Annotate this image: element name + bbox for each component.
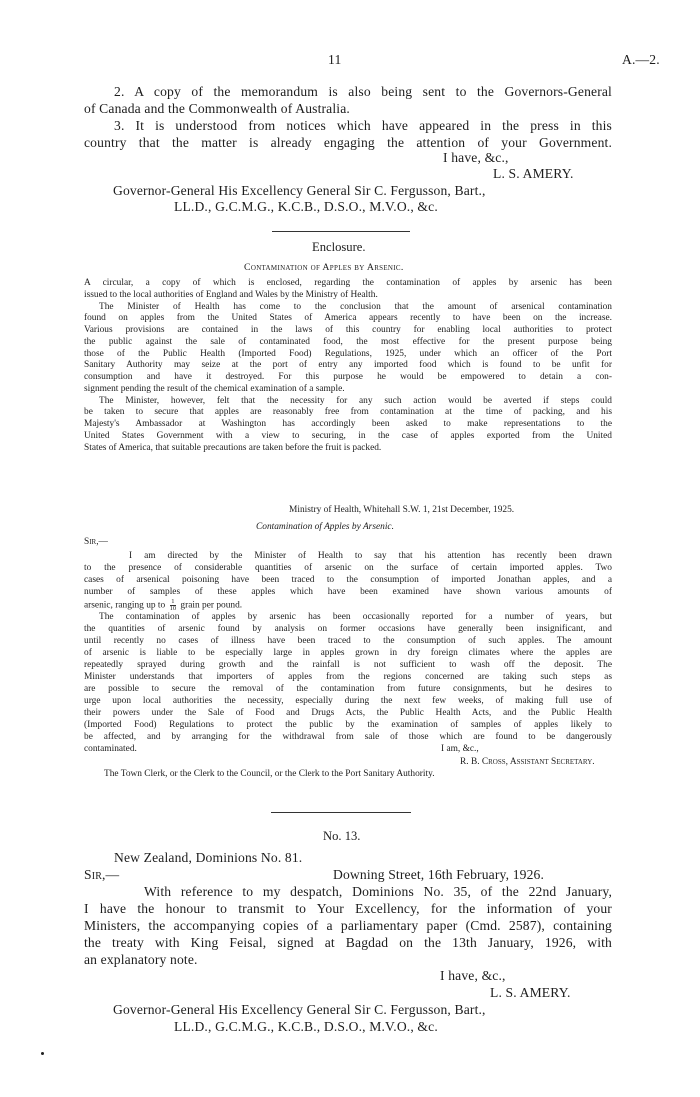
document-code: A.—2. [622,52,660,67]
circular-dateline: Ministry of Health, Whitehall S.W. 1, 21st December, 1925. [289,505,515,515]
circular-signature: R. B. Cross, Assistant Secretary. [460,757,595,767]
circular-line: contaminated. [84,744,137,754]
enclosure-line: Various provisions are contained in the laws of this country for enabling local authorities to protect [84,325,612,335]
despatch-line: the treaty with King Feisal, signed at Bagdad on the 13th January, 1926, with [84,935,612,950]
addressee: LL.D., G.C.M.G., K.C.B., D.S.O., M.V.O., &c. [174,199,438,214]
enclosure-line: United States Government with a view to securing, in the case of apples exported from the United [84,431,612,441]
circular-line [84,599,242,612]
circular-line: to the presence of considerable quantities of arsenic on the surface of certain imported apples. Two [84,563,612,573]
enclosure-line: States of America, that suitable precautions are taken before the fruit is packed. [84,443,382,453]
enclosure-line: found on apples from the United States of America appears recently to have been on the increase. [84,313,612,323]
top-letter-line: country that the matter is already engaging the attention of your Government. [84,135,612,150]
circular-line: their powers under the Sale of Food and Drugs Acts, the Public Health Acts, and the Public Health [84,708,612,718]
circular-addressee: The Town Clerk, or the Clerk to the Council, or the Clerk to the Port Sanitary Authority. [104,769,435,779]
circular-line-text: arsenic, ranging up to [84,600,166,611]
enclosure-line: Sanitary Authority may seize at the port of entry any imported food which is found to be unfit for [84,360,612,370]
enclosure-line: Majesty's Ambassador at Washington has accordingly been asked to make representations to the [84,419,612,429]
fraction-numerator: 1 [171,598,175,605]
circular-line: I am directed by the Minister of Health to say that his attention has recently been drawn [129,551,612,561]
addressee: LL.D., G.C.M.G., K.C.B., D.S.O., M.V.O., &c. [174,1019,438,1034]
enclosure-line: the public against the sale of contaminated food, the most effective for the present purpose being [84,337,612,347]
enclosure-title: Enclosure. [312,240,366,254]
circular-line: repeatedly sprayed during growth and the rainfall is not sufficient to wash off the deposit. The [84,660,612,670]
despatch-reference: New Zealand, Dominions No. 81. [114,850,303,865]
page-number: 11 [328,52,342,67]
enclosure-line: The Minister of Health has come to the conclusion that the amount of arsenical contamination [99,302,612,312]
circular-title: Contamination of Apples by Arsenic. [256,522,394,532]
circular-closing: I am, &c., [441,744,479,754]
enclosure-line: issued to the local authorities of England and Wales by the Ministry of Health. [84,290,378,300]
circular-line: The contamination of apples by arsenic has been occasionally reported for a number of years, but [99,612,612,622]
circular-line: number of samples of these apples which have been examined have shown various amounts of [84,587,612,597]
circular-salutation: Sir,— [84,537,108,547]
addressee: Governor-General His Excellency General Sir C. Fergusson, Bart., [113,183,486,198]
signature: L. S. AMERY. [493,166,574,181]
circular-line: Minister understands that importers of apples from the regions concerned are taking such steps as [84,672,612,682]
circular-line: of arsenic is liable to be especially large in apples grown in dry foreign climates where the apples are [84,648,612,658]
circular-line: (Imported Food) Regulations to protect the public by the examination of samples of apples likely to [84,720,612,730]
despatch-line: an explanatory note. [84,952,198,967]
closing: I have, &c., [443,150,509,165]
circular-line: be affected, and by arranging for the withdrawal from sale of those which are found to be dangerously [84,732,612,742]
enclosure-line: signment pending the result of the chemical examination of a sample. [84,384,345,394]
circular-line: are possible to secure the removal of the contamination from future consignments, but he desires to [84,684,612,694]
despatch-dateline: Downing Street, 16th February, 1926. [333,867,545,882]
top-letter-line: 2. A copy of the memorandum is also being sent to the Governors-General [114,84,612,99]
despatch-line: I have the honour to transmit to Your Excellency, for the information of your [84,901,612,916]
circular-line: urge upon local authorities the necessity, especially during the next few weeks, of making full use of [84,696,612,706]
signature: L. S. AMERY. [490,985,571,1000]
circular-line-text: grain per pound. [180,600,243,611]
despatch-heading: No. 13. [323,829,361,843]
enclosure-line: The Minister, however, felt that the necessity for any such action would be averted if steps could [99,396,612,406]
circular-line: until recently no cases of illness have been traced to the consumption of such apples. The amount [84,636,612,646]
circular-line: the quantities of arsenic found by analysis on former occasions have generally been insignificant, and [84,624,612,634]
circular-line: cases of arsenical poisoning have been traced to the consumption of imported Jonathan apples, and a [84,575,612,585]
enclosure-subtitle: Contamination of Apples by Arsenic. [244,262,404,273]
enclosure-line: consumption and have it destroyed. For this purpose he would be empowered to detain a con- [84,372,612,382]
fraction [170,599,177,612]
despatch-line: Ministers, the accompanying copies of a parliamentary paper (Cmd. 2587), containing [84,918,612,933]
addressee: Governor-General His Excellency General Sir C. Fergusson, Bart., [113,1002,486,1017]
despatch-line: With reference to my despatch, Dominions No. 35, of the 22nd January, [144,884,612,899]
top-letter-line: of Canada and the Commonwealth of Australia. [84,101,350,116]
closing: I have, &c., [440,968,506,983]
despatch-salutation: Sir,— [84,867,120,882]
margin-dot [41,1052,44,1055]
section-divider [272,231,410,232]
top-letter-line: 3. It is understood from notices which have appeared in the press in this [114,118,612,133]
enclosure-line: be taken to secure that apples are reasonably free from contamination at the time of packing, and his [84,407,612,417]
enclosure-line: those of the Public Health (Imported Food) Regulations, 1925, under which an officer of the Port [84,349,612,359]
enclosure-line: A circular, a copy of which is enclosed, regarding the contamination of apples by arsenic has been [84,278,612,288]
section-divider [271,812,411,813]
fraction-denominator: 10 [169,605,177,612]
